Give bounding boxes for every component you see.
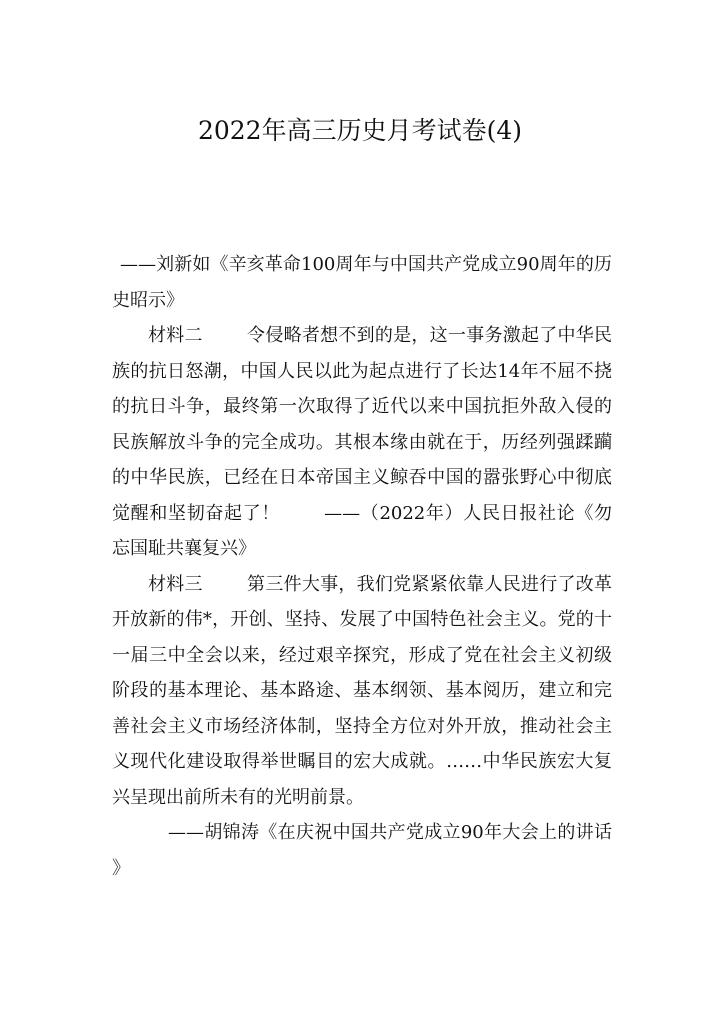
source-citation-1: ——刘新如《辛亥革命100周年与中国共产党成立90周年的历史昭示》 [112,254,612,311]
material-2-paragraph [112,318,612,567]
document-body [112,247,612,886]
material-3-body: 第三件大事，我们党紧紧依靠人民进行了改革开放新的伟*，开创、坚持、发展了中国特色社会主义。党的十一届三中全会以来，经过艰辛探究，形成了党在社会主义初级阶段的基本理论、基本路途、基本纲领、基本阅历，建立和完善社会主义市场经济体制，坚持全方位对外开放，推动社会主义现代化建设取得举世瞩目的宏大成就。……中华民族宏大复兴呈现出前所未有的光明前景。 [112,573,613,808]
material-3-paragraph [112,567,612,816]
material-2-source: ——（2022年）人民日报社论《勿忘国耻共襄复兴》 [112,502,613,559]
source-citation-3: ——胡锦涛《在庆祝中国共产党成立90年大会上的讲话》 [112,822,612,879]
material-2-body: 令侵略者想不到的是，这一事务激起了中华民族的抗日怒潮，中国人民以此为起点进行了长达14年不屈不挠的抗日斗争，最终第一次取得了近代以来中国抗拒外敌入侵的民族解放斗争的完全成功。其根本缘由就在于，历经列强蹂躏的中华民族，已经在日本帝国主义鲸吞中国的嚣张野心中彻底觉醒和坚韧奋起了！ [112,325,613,524]
material-2-label: 材料二 [148,325,203,346]
document-title: 2022年高三历史月考试卷(4) [197,116,523,145]
material-3-label: 材料三 [148,573,203,595]
